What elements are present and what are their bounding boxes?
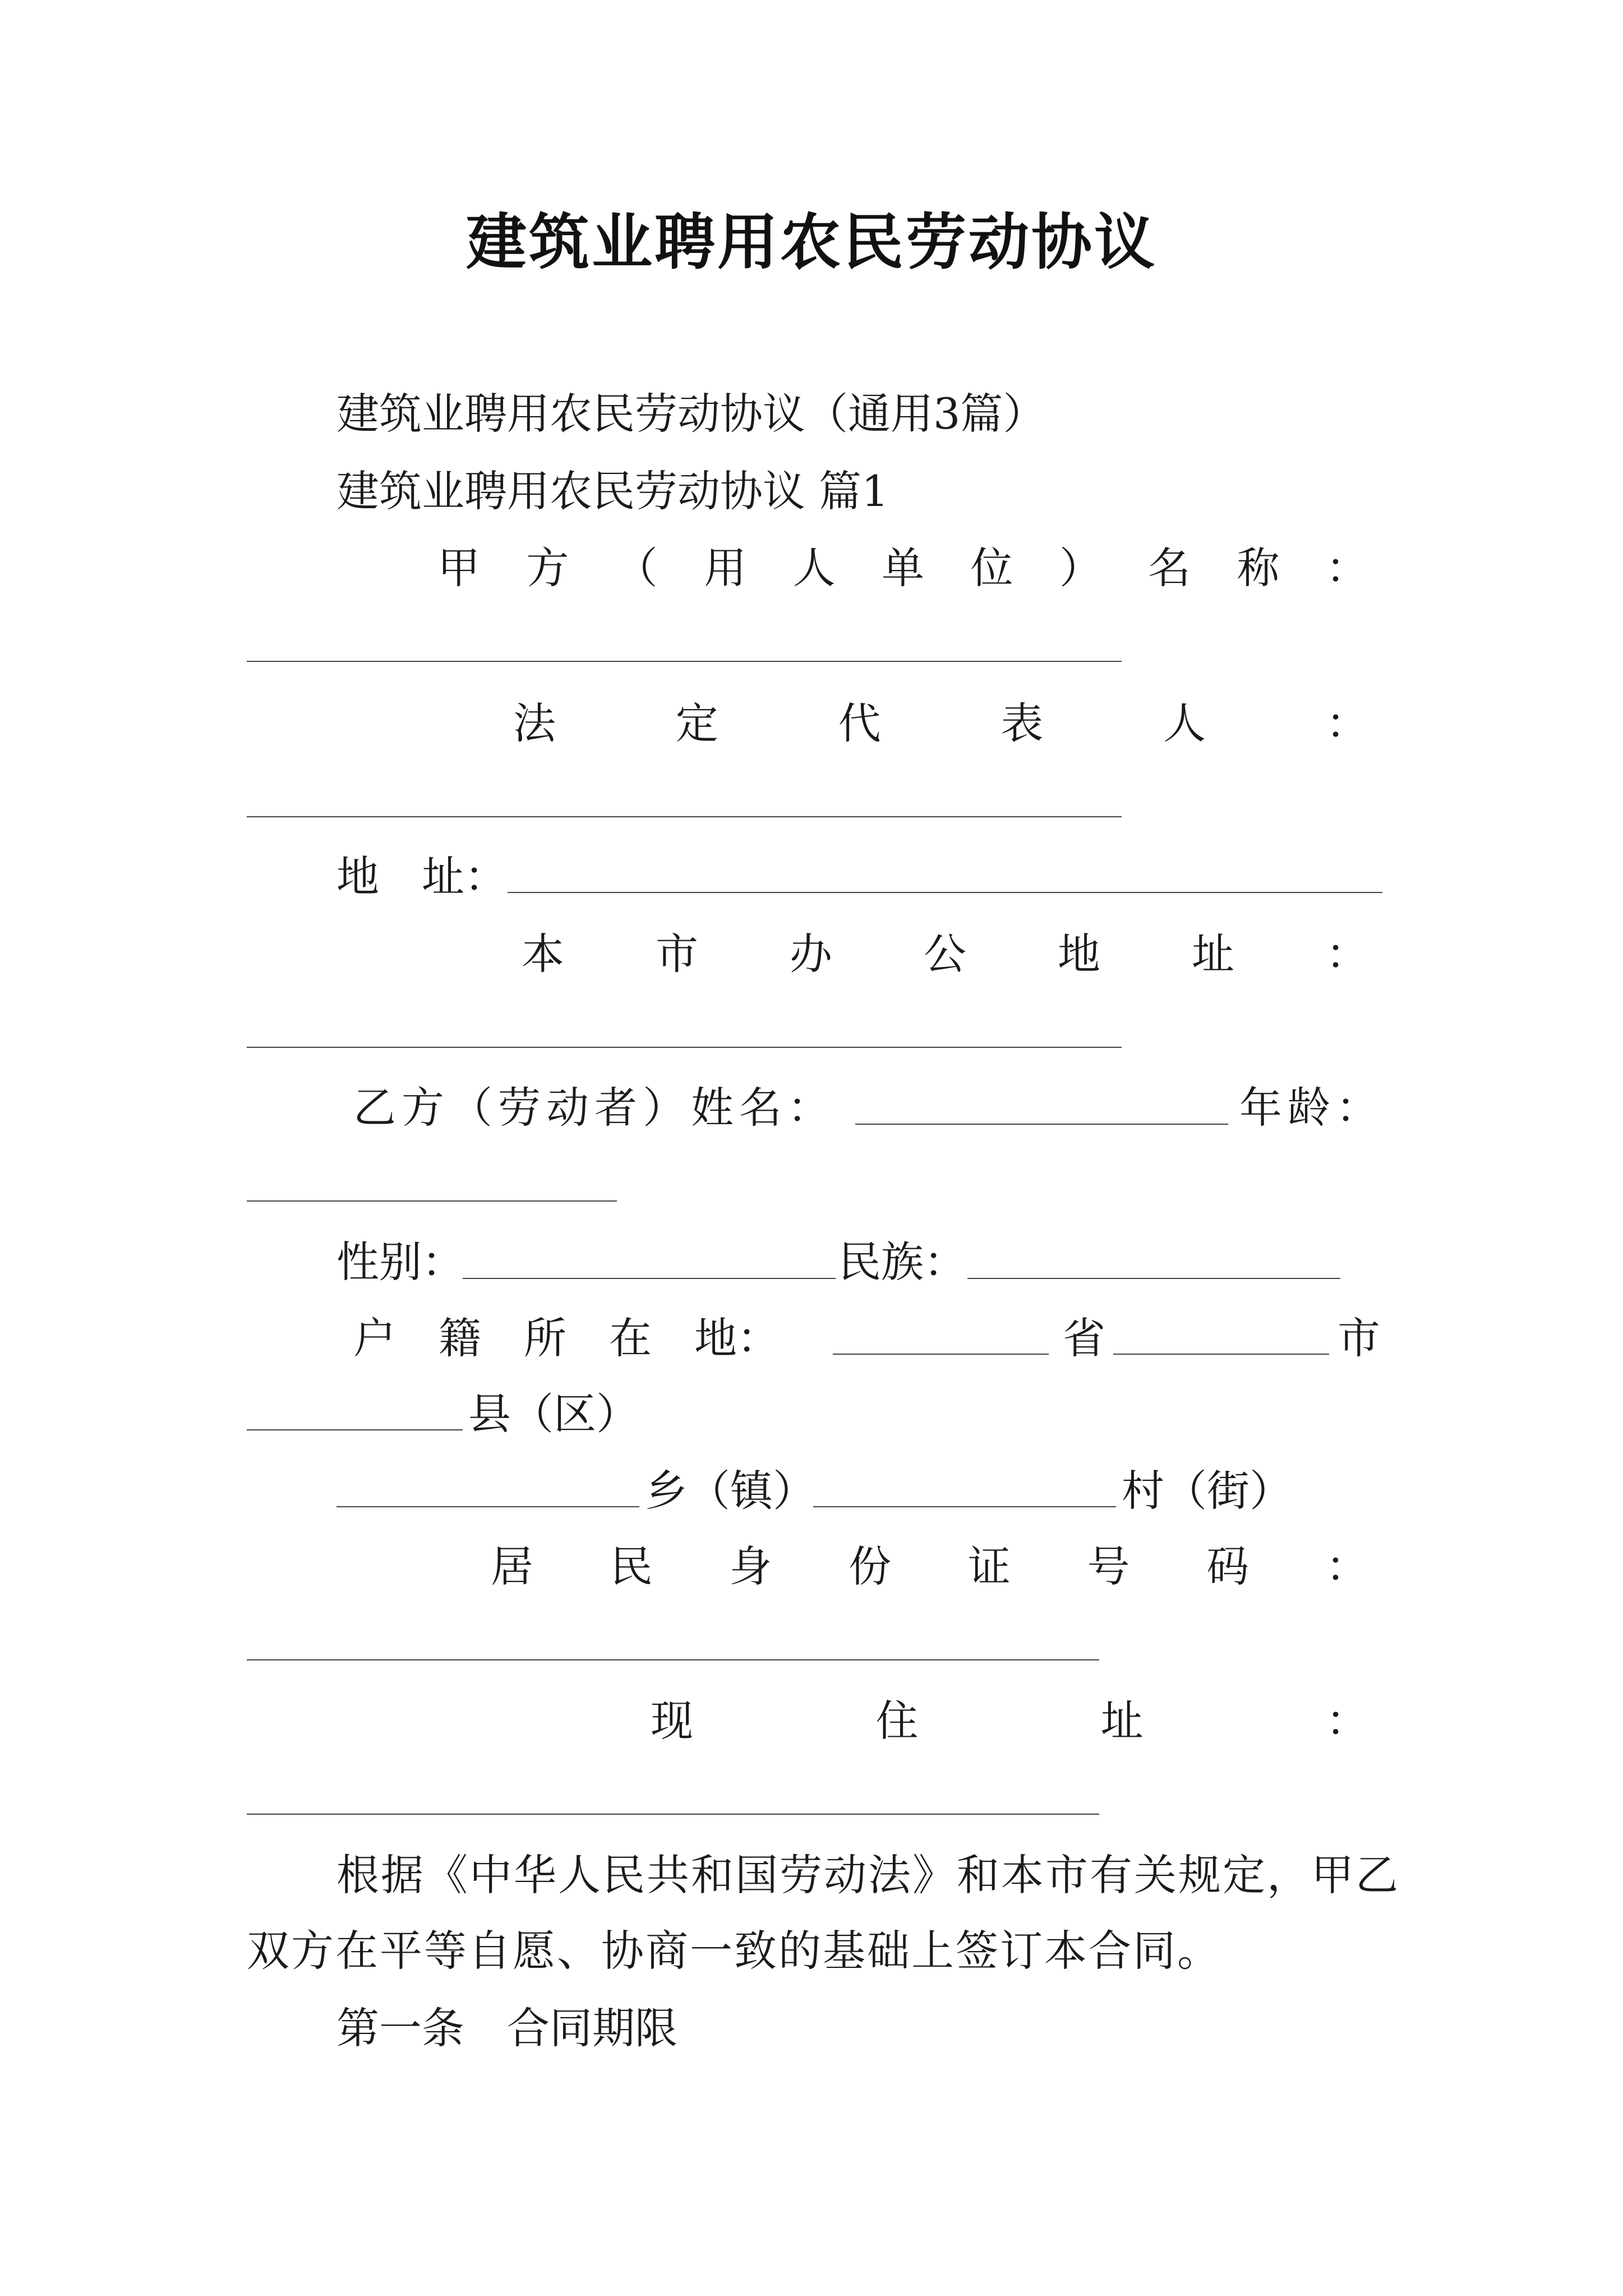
province-label: 省 <box>1063 1313 1105 1363</box>
current-address-blank <box>247 1814 1099 1815</box>
age-label: 年龄： <box>1239 1083 1384 1133</box>
age-blank <box>247 1200 617 1202</box>
county-blank <box>247 1429 463 1430</box>
legal-rep-blank <box>247 816 1122 817</box>
party-b-name-label: 乙方（劳动者）姓名： <box>353 1083 836 1133</box>
party-b-name-blank <box>855 1124 1228 1125</box>
office-address-label: 本 市 办 公 地 址 ： <box>522 929 1368 979</box>
gender-label: 性别： <box>336 1237 464 1287</box>
ethnicity-label: 民族： <box>838 1237 966 1287</box>
village-label: 村（街） <box>1122 1466 1292 1516</box>
ethnicity-blank <box>967 1278 1340 1279</box>
legal-rep-label: 法 定 代 表 人 ： <box>513 698 1368 748</box>
id-number-blank <box>247 1659 1099 1660</box>
paragraph-line-2: 双方在平等自愿、协商一致的基础上签订本合同。 <box>247 1926 1221 1976</box>
domicile-label: 户 籍 所 在 地： <box>353 1313 780 1363</box>
subtitle: 建筑业聘用农民劳动协议（通用3篇） <box>336 389 1046 439</box>
paragraph-line-1: 根据《中华人民共和国劳动法》和本市有关规定，甲乙 <box>336 1850 1400 1900</box>
gender-blank <box>463 1278 836 1279</box>
section-heading: 建筑业聘用农民劳动协议 篇1 <box>336 466 889 516</box>
township-label: 乡（镇） <box>645 1466 815 1516</box>
current-address-label: 现 住 址 ： <box>651 1696 1368 1746</box>
province-blank <box>833 1354 1049 1355</box>
address-blank <box>508 892 1382 893</box>
village-blank <box>813 1506 1116 1507</box>
party-a-name-label: 甲 方 （ 用 人 单 位 ） 名 称 ： <box>437 543 1368 593</box>
party-a-name-blank <box>247 661 1122 662</box>
county-label: 县（区） <box>468 1389 639 1439</box>
document-title: 建筑业聘用农民劳动协议 <box>465 207 1157 278</box>
city-label: 市 <box>1338 1313 1380 1363</box>
city-blank <box>1113 1354 1329 1355</box>
article-1-heading: 第一条 合同期限 <box>336 2003 677 2053</box>
office-address-blank <box>247 1047 1122 1048</box>
township-blank <box>336 1506 639 1507</box>
address-label: 地 址： <box>336 852 507 901</box>
id-number-label: 居 民 身 份 证 号 码 ： <box>491 1542 1368 1591</box>
